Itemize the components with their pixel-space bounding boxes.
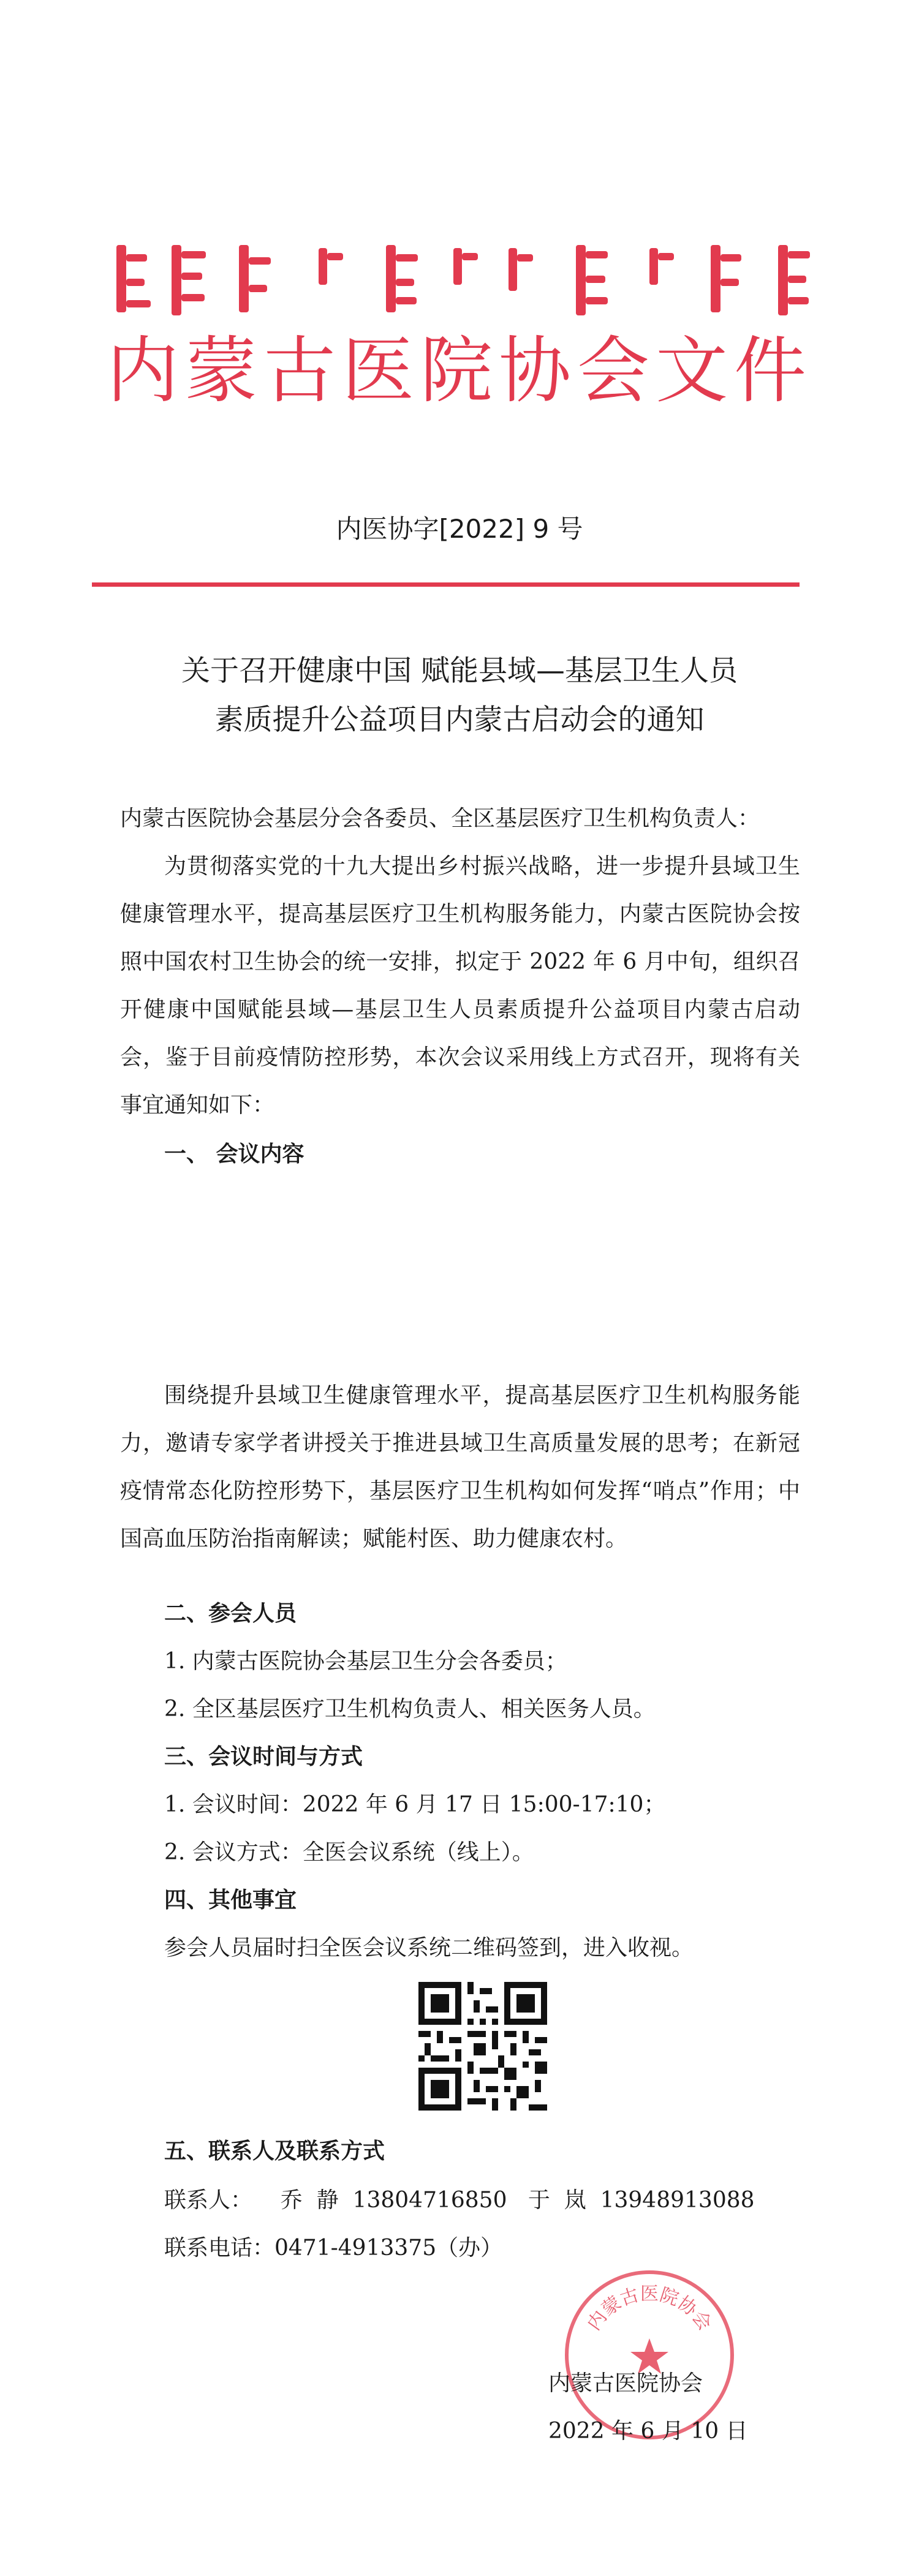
signature-organization: 内蒙古医院协会 [548, 2371, 703, 2396]
section-4-heading: 四、其他事宜 [164, 1888, 297, 1913]
section-3-heading: 三、会议时间与方式 [164, 1744, 363, 1769]
section-4-text: 参会人员届时扫全医会议系统二维码签到，进入收视。 [164, 1935, 694, 1960]
section-1-paragraph: 围绕提升县域卫生健康管理水平，提高基层医疗卫生机构服务能力，邀请专家学者讲授关于推进县域卫生高质量发展的思考；在新冠疫情常态化防控形势下，基层医疗卫生机构如何发挥“哨点”作用；中国高血压防治指南解读；赋能村医、助力健康农村。 [120, 1383, 800, 1551]
svg-text:内蒙古医院协会 [583, 2283, 716, 2335]
list-item: 2. 会议方式：全医会议系统（线上）。 [164, 1840, 534, 1865]
section-2-heading: 二、参会人员 [164, 1601, 297, 1626]
section-1-heading: 一、 会议内容 [164, 1142, 304, 1167]
document-number: 内医协字[2022] 9 号 [336, 514, 583, 544]
document-title-line-2: 素质提升公益项目内蒙古启动会的通知 [214, 703, 705, 737]
qr-code-image[interactable] [418, 1982, 547, 2111]
contact-persons: 联系人： 乔 静 13804716850 于 岚 13948913088 [164, 2188, 755, 2213]
section-5-heading: 五、联系人及联系方式 [164, 2139, 385, 2164]
signature-date: 2022 年 6 月 10 日 [548, 2419, 748, 2444]
addressee: 内蒙古医院协会基层分会各委员、全区基层医疗卫生机构负责人： [120, 806, 760, 831]
list-item: 1. 内蒙古医院协会基层卫生分会各委员； [164, 1649, 567, 1674]
mongolian-script-header [110, 236, 815, 328]
seal-text: 内蒙古医院协会 [583, 2283, 716, 2335]
org-header-title: 内蒙古医院协会文件 [106, 328, 812, 413]
list-item: 2. 全区基层医疗卫生机构负责人、相关医务人员。 [164, 1697, 656, 1722]
red-divider-line [92, 582, 800, 587]
contact-phone: 联系电话：0471-4913375（办） [164, 2235, 503, 2261]
intro-paragraph: 为贯彻落实党的十九大提出乡村振兴战略，进一步提升县域卫生健康管理水平，提高基层医疗卫生机构服务能力，内蒙古医院协会按照中国农村卫生协会的统一安排，拟定于 2022 年 6 月中旬，组织召开健康中国赋能县域—基层卫生人员素质提升公益项目内蒙古启动会，鉴于目前疫情防控形势，本次会议采用线上方式召开，现将有关事宜通知如下： [120, 854, 800, 1118]
list-item: 1. 会议时间：2022 年 6 月 17 日 15:00-17:10； [164, 1792, 666, 1817]
document-title-line-1: 关于召开健康中国 赋能县域—基层卫生人员 [181, 654, 738, 688]
